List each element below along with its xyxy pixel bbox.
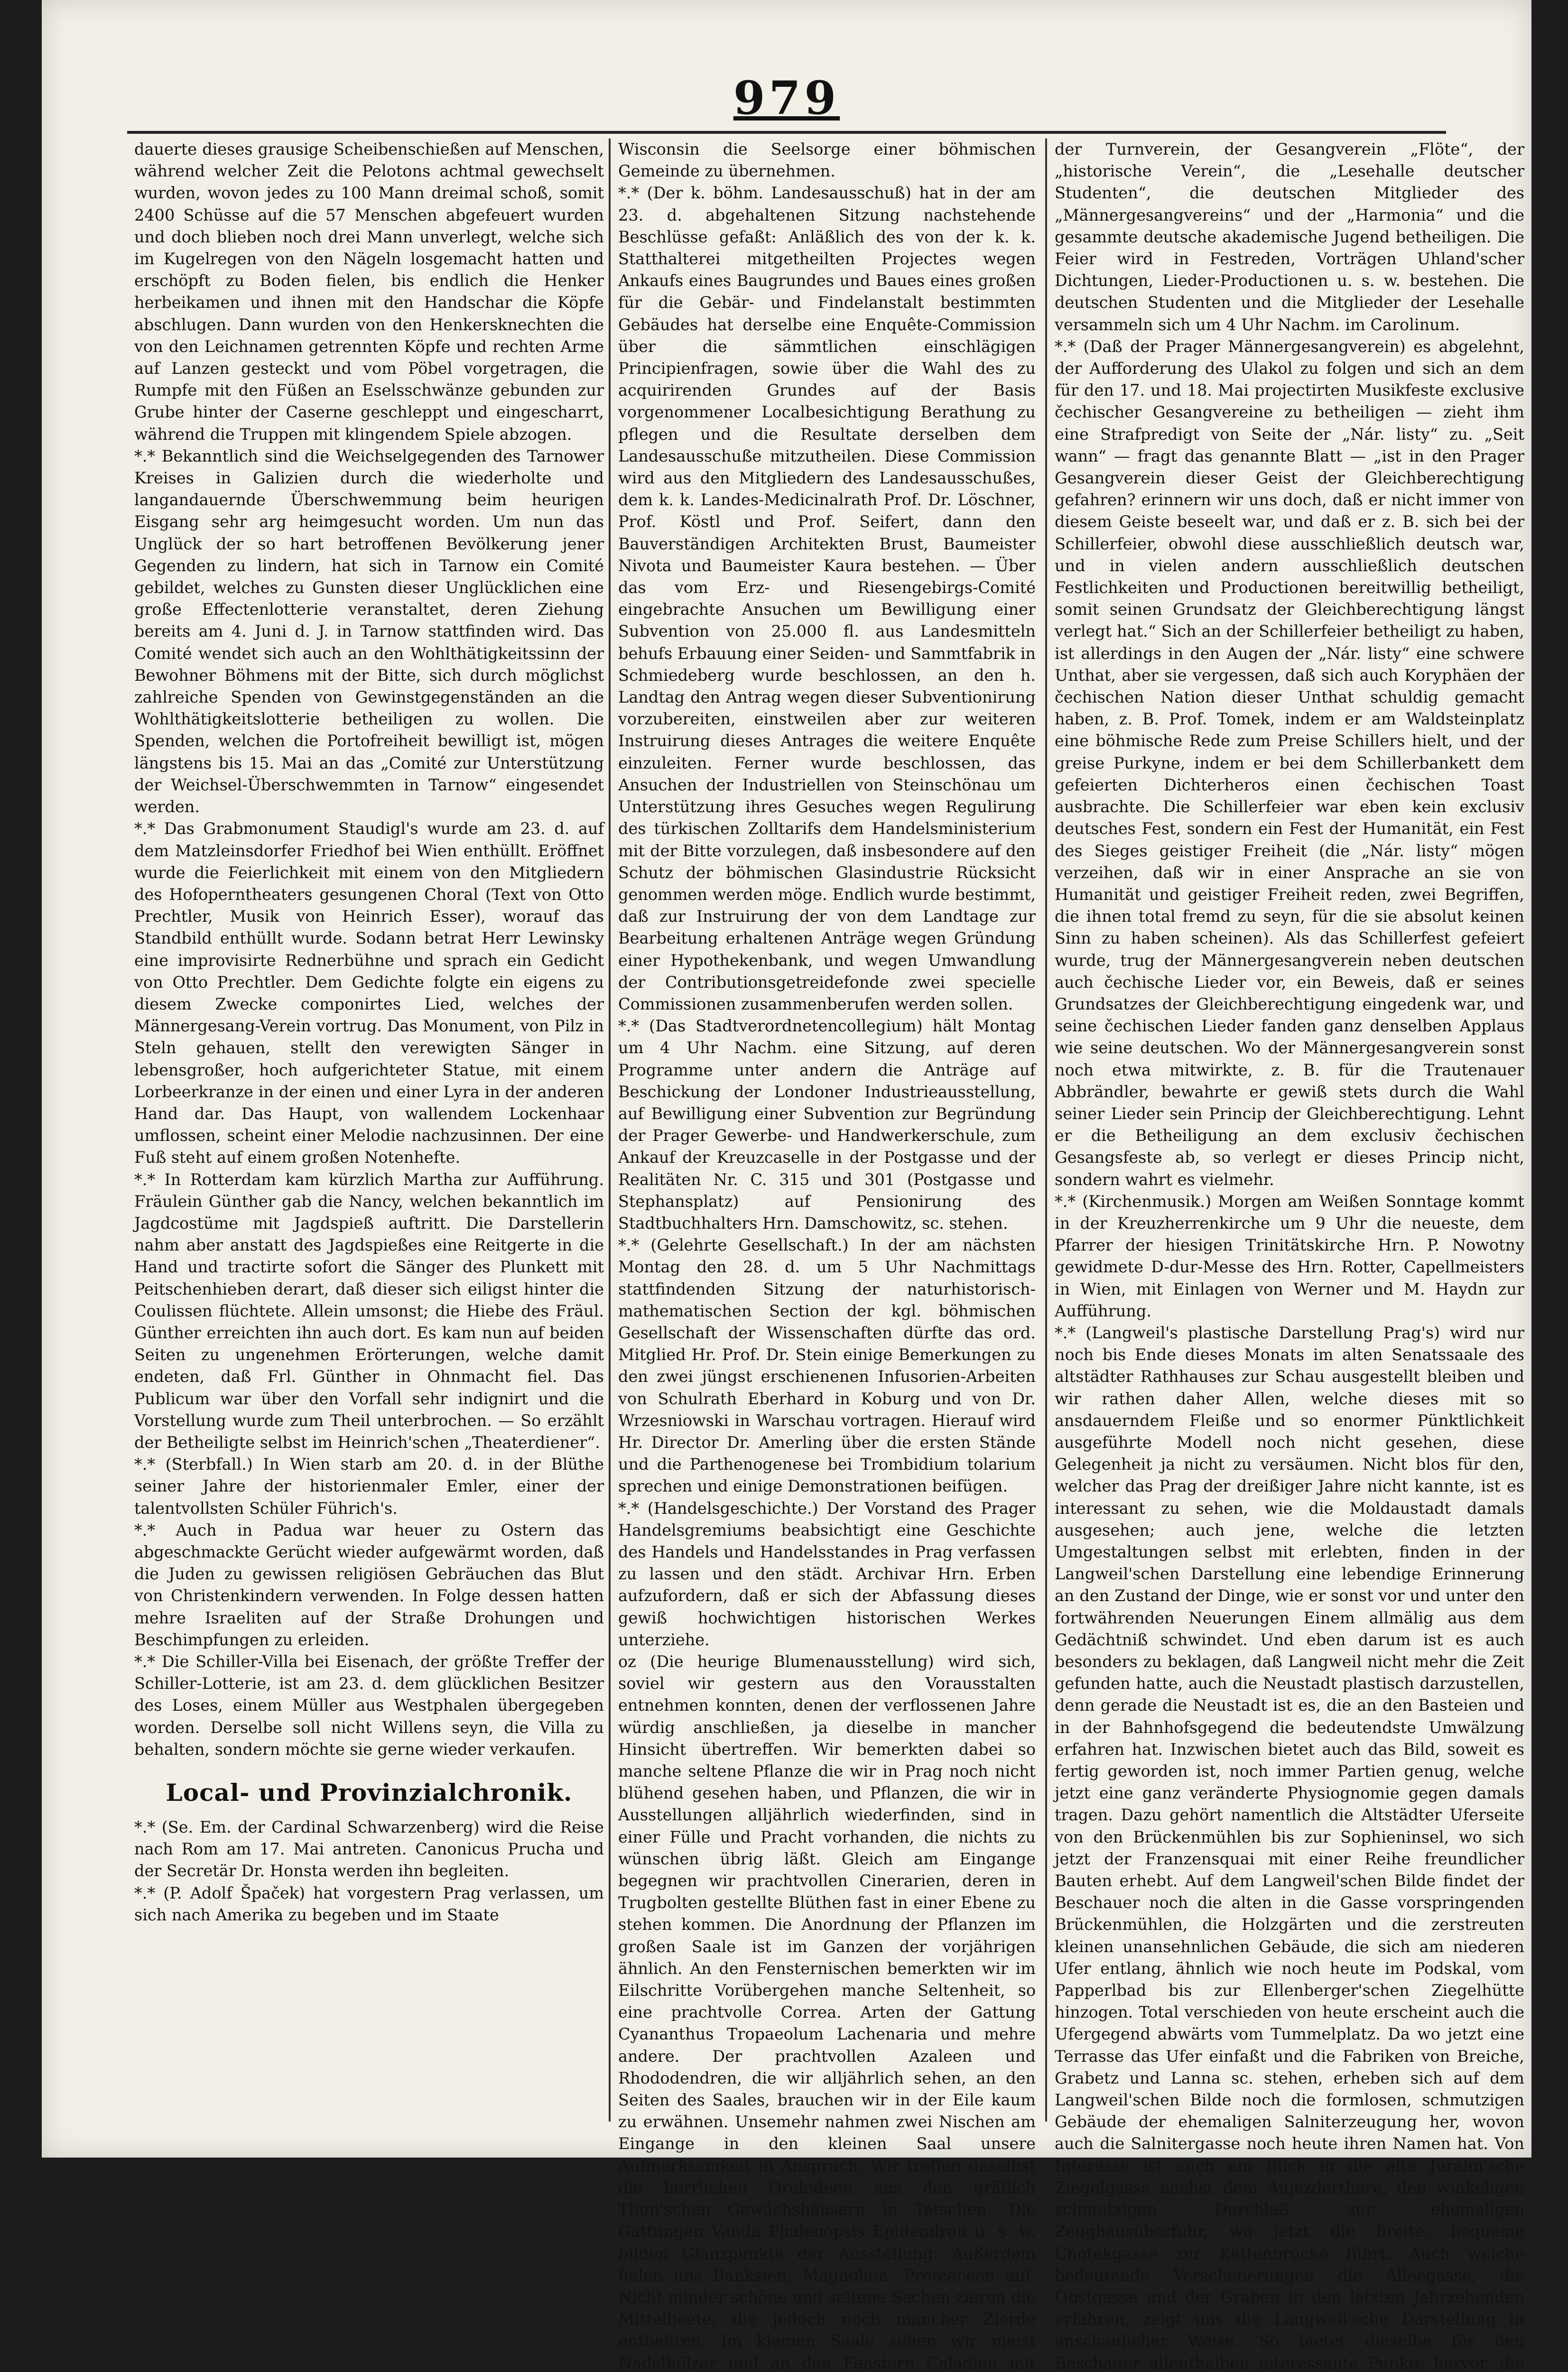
article-paragraph: oz (Die heurige Blumenausstellung) wird sich, soviel wir gestern aus den Vorausstalten entnehmen konnten, denen der verflossenen Jahre würdig anschließen, ja dieselbe in mancher Hinsicht übertreffen. Wir bemerkten dabei so manche seltene Pflanze die wir in Prag noch nicht blühend gesehen haben, und Pflanzen, die wir in Ausstellungen alljährlich wiederfinden, sind in einer Fülle und Pracht vorhanden, die nichts zu wünschen übrig läßt. Gleich am Eingange begegnen wir prachtvollen Cinerarien, deren in Trugbolten gestellte Blüthen fast in einer Ebene zu stehen kommen. Die Anordnung der Pflanzen im großen Saale ist im Ganzen der vorjährigen ähnlich. An den Fensternischen bemerkten wir im Eilschritte Vorübergehen manche Seltenheit, so eine prachtvolle Correa. Arten der Gattung Cyananthus Tropaeolum Lachenaria und mehre andere. Der prachtvollen Azaleen und Rhododendren, die wir alljährlich sehen, an den Seiten des Saales, brauchen wir in der Eile kaum zu erwähnen. Unsemehr nahmen zwei Nischen am Eingange in den kleinen Saal unsere Aufmerksamkeit in Anspruch. Wir treffen daselbst die herrlichen Orchideen aus den gräflich Thun'schen Gewächshäusern in Tetschen. Die Gattungen Vanda Phalenopsis Epidendron u. s. w. bilden Glanzpunkte der Ausstellung. Außerdem fielen uns Banksien, Magnolien, Proteaceen auf. Nicht minder schöne und seltene Sachen zieren die Mittelbeete, die jedoch noch mancher Zierde entbehren. Im kleinen Saale sehen wir meist Nadelhölzer und an den Fenstern Caladien mit bbox=[618, 1652, 1036, 2372]
column-right bbox=[1055, 139, 1524, 2372]
article-paragraph: *.* Auch in Padua war heuer zu Ostern das abgeschmackte Gerücht wieder aufgewärmt worden, daß die Juden zu gewissen religiösen Gebräuchen das Blut von Christenkindern verwenden. In Folge dessen hatten mehre Israeliten auf der Straße Drohungen und Beschimpfungen zu erleiden. bbox=[134, 1520, 604, 1649]
article-paragraph: *.* Das Grabmonument Staudigl's wurde am 23. d. auf dem Matzleinsdorfer Friedhof bei Wien enthüllt. Eröffnet wurde die Feierlichkeit mit einem von den Mitgliedern des Hofoperntheaters gesungenen Choral (Text von Otto Prechtler, Musik von Heinrich Esser), worauf das Standbild enthüllt wurde. Sodann betrat Herr Lewinsky eine improvisirte Rednerbühne und sprach ein Gedicht von Otto Prechtler. Dem Gedichte folgte ein eigens zu diesem Zwecke componirtes Lied, welches der Männergesang-Verein vortrug. Das Monument, von Pilz in Steln gehauen, stellt den verewigten Sänger in lebensgroßer, hoch aufgerichteter Statue, mit einem Lorbeerkranze in der einen und einer Lyra in der anderen Hand dar. Das Haupt, von wallendem Lockenhaar umflossen, scheint einer Melodie nachzusinnen. Der eine Fuß steht auf einem großen Notenhefte. bbox=[134, 819, 604, 1167]
page-number: 979 bbox=[733, 71, 840, 125]
article-paragraph: *.* (Der k. böhm. Landesausschuß) hat in der am 23. d. abgehaltenen Sitzung nachstehende Beschlüsse gefaßt: Anläßlich des von der k. k. Statthalterei mitgetheilten Projectes wegen Ankaufs eines Baugrundes und Baues eines großen für die Gebär- und Findelanstalt bestimmten Gebäudes hat derselbe eine Enquête-Commission über die sämmtlichen einschlägigen Principienfragen, sowie über die Wahl des zu acquirirenden Grundes auf der Basis vorgenommener Localbesichtigung Berathung zu pflegen und die Resultate derselben dem Landesausschuße mitzutheilen. Diese Commission wird aus den Mitgliedern des Landesausschußes, dem k. k. Landes-Medicinalrath Prof. Dr. Löschner, Prof. Köstl und Prof. Seifert, dann den Bauverständigen Architekten Brust, Baumeister Nivota und Baumeister Kaura bestehen. — Über das vom Erz- und Riesengebirgs-Comité eingebrachte Ansuchen um Bewilligung einer Subvention von 25.000 fl. aus Landesmitteln behufs Erbauung einer Seiden- und Sammtfabrik in Schmiedeberg wurde beschlossen, an den h. Landtag den Antrag wegen dieser Subventionirung vorzubereiten, einstweilen aber zur weiteren Instruirung dieses Antrages die weitere Enquête einzuleiten. Ferner wurde beschlossen, das Ansuchen der Industriellen von Steinschönau um Unterstützung ihres Gesuches wegen Regulirung des türkischen Zolltarifs dem Handelsministerium mit der Bitte vorzulegen, daß insbesondere auf den Schutz der böhmischen Glasindustrie Rücksicht genommen werden möge. Endlich wurde bestimmt, daß zur Instruirung der von dem Landtage zur Bearbeitung erhaltenen Anträge wegen Gründung einer Hypothekenbank, und wegen Umwandlung der Contributionsgetreidefonde zwei specielle Commissionen zusammenberufen werden sollen. bbox=[618, 184, 1036, 1013]
article-paragraph: *.* (Kirchenmusik.) Morgen am Weißen Sonntage kommt in der Kreuzherrenkirche um 9 Uhr die neueste, dem Pfarrer der hiesigen Trinitätskirche Hrn. P. Nowotny gewidmete D-dur-Messe des Hrn. Rotter, Capellmeisters in Wien, mit Einlagen von Werner und M. Haydn zur Aufführung. bbox=[1055, 1192, 1524, 1320]
article-paragraph: *.* (Das Stadtverordnetencollegium) hält Montag um 4 Uhr Nachm. eine Sitzung, auf deren Programme unter andern die Anträge auf Beschickung der Londoner Industrieausstellung, auf Bewilligung einer Subvention zur Begründung der Prager Gewerbe- und Handwerkerschule, zum Ankauf der Kreuzcaselle in der Postgasse und der Realitäten Nr. C. 315 und 301 (Postgasse und Stephansplatz) auf Pensionirung des Stadtbuchhalters Hrn. Damschowitz, sc. stehen. bbox=[618, 1017, 1036, 1232]
column-left bbox=[134, 139, 604, 2122]
article-paragraph: *.* (Daß der Prager Männergesangverein) es abgelehnt, der Aufforderung des Ulakol zu folgen und sich an dem für den 17. und 18. Mai projectirten Musikfeste exclusive čechischer Gesangvereine zu betheiligen — zieht ihm eine Strafpredigt von Seite der „Nár. listy“ zu. „Seit wann“ — fragt das genannte Blatt — „ist in den Prager Gesangverein dieser Geist der Gleichberechtigung gefahren? erinnern wir uns doch, daß er nicht immer von diesem Geiste beseelt war, und daß er z. B. sich bei der Schillerfeier, obwohl diese ausschließlich deutsch war, und in vielen andern ausschließlich deutschen Festlichkeiten und Productionen bereitwillig betheiligt, somit seinen Grundsatz der Gleichberechtigung längst verlegt hat.“ Sich an der Schillerfeier betheiligt zu haben, ist allerdings in den Augen der „Nár. listy“ eine schwere Unthat, aber sie vergessen, daß sich auch Koryphäen der čechischen Nation dieser Unthat schuldig gemacht haben, z. B. Prof. Tomek, indem er am Waldsteinplatz eine böhmische Rede zum Preise Schillers hielt, und der greise Purkyne, indem er bei dem Schillerbankett dem gefeierten Dichterheros einen čechischen Toast ausbrachte. Die Schillerfeier war eben kein exclusiv deutsches Fest, sondern ein Fest der Humanität, ein Fest des Sieges geistiger Freiheit (die „Nár. listy“ mögen verzeihen, daß wir in einer Ansprache an sie von Humanität und geistiger Freiheit reden, zwei Begriffen, die ihnen total fremd zu seyn, für die sie absolut keinen Sinn zu haben scheinen). Als das Schillerfest gefeiert wurde, trug der Männergesangverein neben deutschen auch čechische Lieder vor, ein Beweis, daß er seines Grundsatzes der Gleichberechtigung eingedenk war, und seine čechischen Lieder fanden ganz denselben Applaus wie seine deutschen. Wo der Männergesangverein sonst noch etwa mitwirkte, z. B. für die Trautenauer Abbrändler, bewahrte er gewiß stets durch die Wahl seiner Lieder sein Princip der Gleichberechtigung. Lehnt er die Betheiligung an dem exclusiv čechischen Gesangsfeste ab, so verlegt er dieses Princip nicht, sondern wahrt es vielmehr. bbox=[1055, 337, 1524, 1189]
article-paragraph: Wisconsin die Seelsorge einer böhmischen Gemeinde zu übernehmen. bbox=[618, 140, 1036, 181]
article-paragraph: der Turnverein, der Gesangverein „Flöte“, der „historische Verein“, die „Lesehalle deutscher Studenten“, die deutschen Mitglieder des „Männergesangvereins“ und der „Harmonia“ und die gesammte deutsche akademische Jugend betheiligen. Die Feier wird in Festreden, Vorträgen Uhland'scher Dichtungen, Lieder-Productionen u. s. w. bestehen. Die deutschen Studenten und die Mitglieder der Lesehalle versammeln sich um 4 Uhr Nachm. im Carolinum. bbox=[1055, 140, 1524, 334]
article-paragraph: *.* In Rotterdam kam kürzlich Martha zur Aufführung. Fräulein Günther gab die Nancy, welchen bekanntlich im Jagdcostüme mit Jagdspieß auftritt. Die Darstellerin nahm aber anstatt des Jagdspießes eine Reitgerte in die Hand und tractirte sofort die Sänger des Plunkett mit Peitschenhieben derart, daß dieser sich eiligst hinter die Coulissen flüchtete. Allein umsonst; die Hiebe des Fräul. Günther erreichten ihn auch dort. Es kam nun auf beiden Seiten zu ungenehmen Erörterungen, welche damit endeten, daß Frl. Günther in Ohnmacht fiel. Das Publicum war über den Vorfall sehr indignirt und die Vorstellung wurde zum Theil unterbrochen. — So erzählt der Betheiligte selbst im Heinrich'schen „Theaterdiener“. bbox=[134, 1170, 604, 1452]
article-paragraph: *.* (Sterbfall.) In Wien starb am 20. d. in der Blüthe seiner Jahre der historienmaler Emler, einer der talentvollsten Schüler Führich's. bbox=[134, 1455, 604, 1518]
article-paragraph: *.* (P. Adolf Špaček) hat vorgestern Prag verlassen, um sich nach Amerika zu begeben und im Staate bbox=[134, 1883, 604, 1924]
newspaper-page bbox=[42, 0, 1531, 2372]
column-divider bbox=[1045, 139, 1047, 2122]
article-paragraph: *.* (Langweil's plastische Darstellung Prag's) wird nur noch bis Ende dieses Monats im alten Senatssaale des altstädter Rathhauses zur Schau ausgestellt bleiben und wir rathen daher Allen, welche dieses mit so ansdauerndem Fleiße und so enormer Pünktlichkeit ausgeführte Modell noch nicht gesehen, diese Gelegenheit ja nicht zu versäumen. Nicht blos für den, welcher das Prag der dreißiger Jahre nicht kannte, ist es interessant zu sehen, wie die Moldaustadt damals ausgesehen; auch jene, welche die letzten Umgestaltungen selbst mit erlebten, finden in der Langweil'schen Darstellung eine lebendige Erinnerung an den Zustand der Dinge, wie er sonst vor und unter den fortwährenden Neuerungen Einem allmälig aus dem Gedächtniß schwindet. Und eben darum ist es auch besonders zu beklagen, daß Langweil nicht mehr die Zeit gefunden hatte, auch die Neustadt plastisch darzustellen, denn gerade die Neustadt ist es, die an den Basteien und in der Bahnhofsgegend die bedeutendste Umwälzung erfahren hat. Inzwischen bietet auch das Bild, soweit es fertig geworden ist, noch immer Partien genug, welche jetzt eine ganz veränderte Physiognomie gegen damals tragen. Dazu gehört namentlich die Altstädter Uferseite von den Brückenmühlen bis zur Sophieninsel, wo sich jetzt der Franzensquai mit einer Reihe freundlicher Bauten erhebt. Auf dem Langweil'schen Bilde findet der Beschauer noch die alten in die Gasse vorspringenden Brückenmühlen, die Holzgärten und die zerstreuten kleinen unansehnlichen Gebäude, die sich am niederen Ufer entlang, ähnlich wie noch heute im Podskal, vom Papperlbad bis zur Ellenberger'schen Ziegelhütte hinzogen. Total verschieden von heute erscheint auch die Ufergegend abwärts vom Tummelplatz. Da wo jetzt eine Terrasse das Ufer einfaßt und die Fabriken von Breiche, Grabetz und Lanna sc. stehen, erheben sich auf dem Langweil'schen Bilde noch die formlosen, schmutzigen Gebäude der ehemaligen Salniterzeugung her, wovon auch die Salnitergasse noch heute ihren Namen hat. Von Interesse ist auch ein Blick in die alte Juraim'sche Ziegelgasse nächst dem Aujezderthore, den winkeligen schmutzigen Durchlaß zur ehemaligen Zeughausüberfuhr, wo jetzt die breite, bequeme Chotekgasse zur Kettenbrücke führt. Auch welche bedeutende Verschönerungen die Alleegasse, die Obstgasse und der Graben in den letzten Jahrzehenden erfahren, zeigt uns die Langweil'sche Darstellung in anschaulicher Weise. So bietet dieselbe für den Beschauer allenthalben interessante Punkte hervor, die bbox=[1055, 1323, 1524, 2372]
article-paragraph: *.* (Handelsgeschichte.) Der Vorstand des Prager Handelsgremiums beabsichtigt eine Geschichte des Handels und Handelsstandes in Prag verfassen zu lassen und den städt. Archivar Hrn. Erben aufzufordern, daß er sich der Abfassung dieses gewiß hochwichtigen historischen Werkes unterziehe. bbox=[618, 1499, 1036, 1649]
article-paragraph: *.* (Se. Em. der Cardinal Schwarzenberg) wird die Reise nach Rom am 17. Mai antreten. Canonicus Prucha und der Secretär Dr. Honsta werden ihn begleiten. bbox=[134, 1818, 604, 1881]
header-rule bbox=[127, 131, 1446, 134]
article-paragraph: *.* (Gelehrte Gesellschaft.) In der am nächsten Montag den 28. d. um 5 Uhr Nachmittags stattfindenden Sitzung der naturhistorisch-mathematischen Section der kgl. böhmischen Gesellschaft der Wissenschaften dürfte das ord. Mitglied Hr. Prof. Dr. Stein einige Bemerkungen zu den zwei jüngst erschienenen Infusorien-Arbeiten von Schulrath Eberhard in Koburg und von Dr. Wrzesniowski in Warschau vortragen. Hierauf wird Hr. Director Dr. Amerling über die ersten Stände und die Parthenogenese bei Trombidium tolarium sprechen und einige Demonstrationen beifügen. bbox=[618, 1236, 1036, 1496]
article-paragraph: dauerte dieses grausige Scheibenschießen auf Menschen, während welcher Zeit die Pelotons achtmal gewechselt wurden, wovon jedes zu 100 Mann dreimal schoß, somit 2400 Schüsse auf die 57 Menschen abgefeuert wurden und doch blieben noch drei Mann unverlegt, welche sich im Kugelregen von den Nägeln losgemacht hatten und erschöpft zu Boden fielen, bis endlich die Henker herbeikamen und ihnen mit den Handschar die Köpfe abschlugen. Dann wurden von den Henkersknechten die von den Leichnamen getrennten Köpfe und rechten Arme auf Lanzen gesteckt und vom Pöbel vorgetragen, die Rumpfe mit den Füßen an Eselsschwänze gebunden zur Grube hinter der Caserne geschleppt und eingescharrt, während die Truppen mit klingendem Spiele abzogen. bbox=[134, 140, 604, 444]
section-heading: Local- und Provinzialchronik. bbox=[166, 1779, 573, 1807]
article-paragraph: *.* Die Schiller-Villa bei Eisenach, der größte Treffer der Schiller-Lotterie, ist am 23. d. dem glücklichen Besitzer des Loses, einem Müller aus Westphalen übergegeben worden. Derselbe soll nicht Willens seyn, die Villa zu behalten, sondern möchte sie gerne wieder verkaufen. bbox=[134, 1652, 604, 1759]
column-divider bbox=[609, 139, 611, 2122]
article-paragraph: *.* Bekanntlich sind die Weichselgegenden des Tarnower Kreises in Galizien durch die wiederholte und langandauernde Überschwemmung beim heurigen Eisgang sehr arg heimgesucht worden. Um nun das Unglück der so hart betroffenen Bevölkerung jener Gegenden zu lindern, hat sich in Tarnow ein Comité gebildet, welches zu Gunsten dieser Unglücklichen eine große Effectenlotterie veranstaltet, deren Ziehung bereits am 4. Juni d. J. in Tarnow stattfinden wird. Das Comité wendet sich auch an den Wohlthätigkeitssinn der Bewohner Böhmens mit der Bitte, sich durch möglichst zahlreiche Spenden von Gewinstgegenständen an die Wohlthätigkeitslotterie betheiligen zu wollen. Die Spenden, welchen die Portofreiheit bewilligt ist, mögen längstens bis 15. Mai an das „Comité zur Unterstützung der Weichsel-Überschwemmten in Tarnow“ eingesendet werden. bbox=[134, 446, 604, 816]
column-middle bbox=[618, 139, 1036, 2372]
